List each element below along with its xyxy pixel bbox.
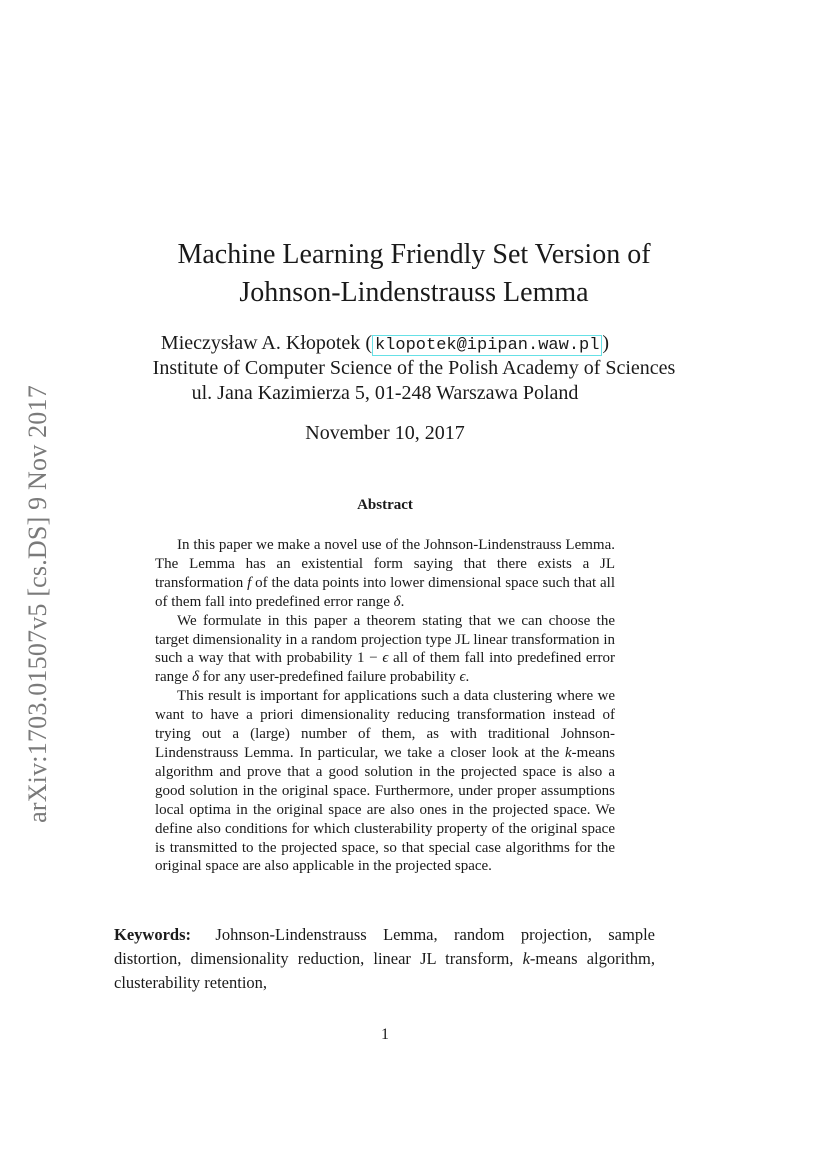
- author-address: ul. Jana Kazimierza 5, 01-248 Warszawa Poland: [191, 382, 579, 404]
- keywords-label: Keywords:: [114, 925, 191, 944]
- paper-date: November 10, 2017: [305, 422, 465, 444]
- keywords-text-part-2: -means algorithm, clusterability retention,: [114, 949, 655, 992]
- author-institution: Institute of Computer Science of the Polish Academy of Sciences: [152, 357, 676, 379]
- keywords-k-symbol: k: [522, 949, 530, 968]
- author-line: Mieczysław A. Kłopotek ( klopotek@ipipan.waw.pl ): [160, 332, 610, 355]
- keywords-section: [114, 923, 655, 995]
- arxiv-identifier-text: arXiv:1703.01507v5 [cs.DS] 9 Nov 2017: [23, 385, 52, 823]
- abstract-paragraph-3: This result is important for applications such a data clustering where we want to have a priori dimensionality reducing transformation instead of trying out a (large) number of them, as with traditional Johnson-Lindenstrauss Lemma. In particular, we take a closer look at the k-means algorithm and prove that a good solution in the projected space is also a good solution in the original space. Furthermore, under proper assumptions local optima in the original space are also ones in the projected space. We define also conditions for which clusterability property of the original space is transmitted to the projected space, so that special case algorithms for the original space are also applicable in the projected space.: [155, 688, 615, 875]
- abstract-heading: Abstract: [357, 497, 413, 513]
- author-name: Mieczysław A. Kłopotek: [160, 332, 361, 354]
- paper-title: [0, 236, 828, 312]
- page-number: 1: [381, 1026, 389, 1043]
- abstract-paragraph-2: We formulate in this paper a theorem stating that we can choose the target dimensionality in a random projection type JL linear transformation in such a way that with probability 1 − ϵ all of them fall into predefined error range δ for any user-predefined failure probability ϵ.: [155, 612, 616, 686]
- title-line-1: Machine Learning Friendly Set Version of: [177, 239, 651, 270]
- author-email-link[interactable]: klopotek@ipipan.waw.pl: [372, 335, 602, 356]
- title-line-2: Johnson-Lindenstrauss Lemma: [239, 277, 589, 308]
- abstract-body: [155, 536, 615, 876]
- keywords-text-part-1: Johnson-Lindenstrauss Lemma, random projection, sample distortion, dimensionality reduction, linear JL transform,: [114, 925, 656, 968]
- abstract-paragraph-1: In this paper we make a novel use of the Johnson-Lindenstrauss Lemma. The Lemma has an existential form saying that there exists a JL transformation f of the data points into lower dimensional space such that all of them fall into predefined error range δ.: [155, 537, 615, 610]
